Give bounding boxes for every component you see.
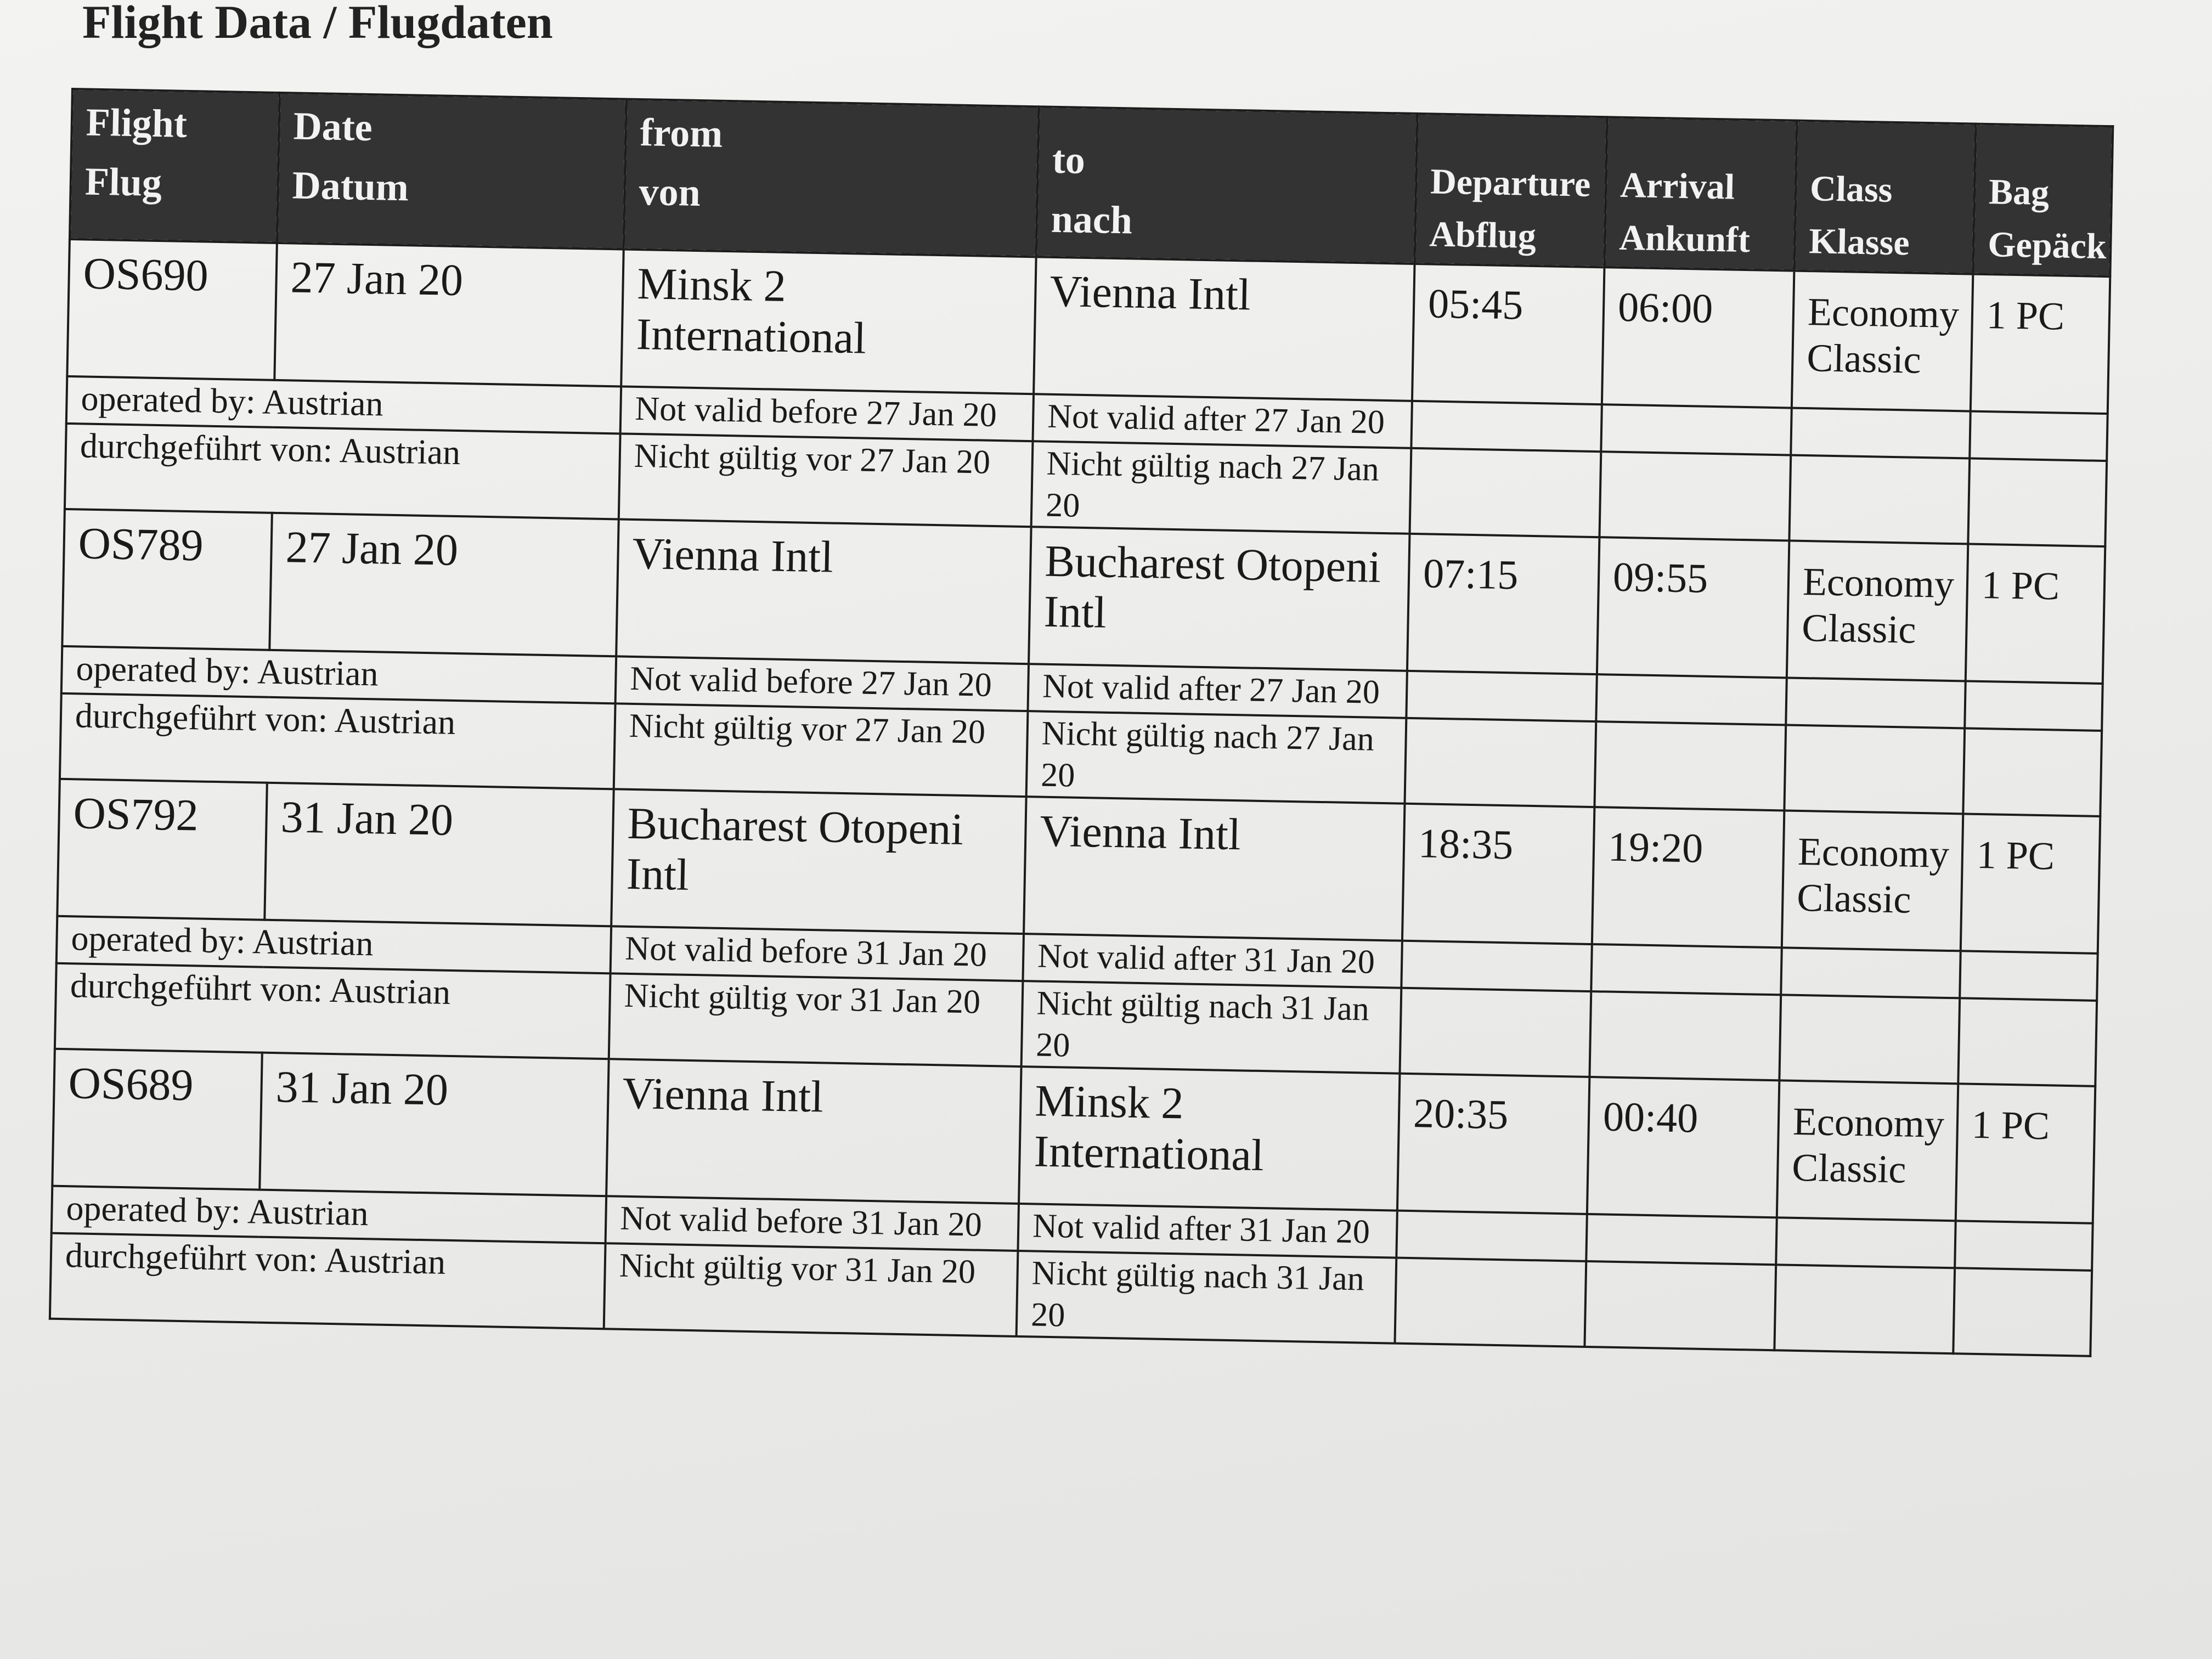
empty-cell (1955, 1221, 2093, 1271)
empty-cell (1965, 681, 2103, 731)
flight-to: Vienna Intl (1024, 797, 1404, 941)
empty-cell (1599, 452, 1791, 540)
departure-time: 07:15 (1407, 534, 1600, 674)
departure-time: 20:35 (1397, 1074, 1590, 1214)
empty-cell (1395, 1258, 1586, 1347)
flight-from: Vienna Intl (606, 1059, 1021, 1204)
empty-cell (1786, 678, 1966, 728)
flight-to: Bucharest Otopeni Intl (1029, 527, 1409, 671)
empty-cell (1953, 1268, 2092, 1356)
header-flight: Flight Flug (70, 89, 280, 243)
travel-class: Economy Classic (1787, 541, 1968, 681)
baggage: 1 PC (1956, 1084, 2096, 1223)
not-valid-after-de: Nicht gültig nach 27 Jan 20 (1026, 711, 1407, 804)
baggage: 1 PC (1961, 814, 2101, 953)
operated-by-de: durchgeführt von: Austrian (55, 963, 611, 1059)
empty-cell (1594, 721, 1786, 810)
operated-by-en: operated by: Austrian (52, 1186, 606, 1243)
not-valid-after-de: Nicht gültig nach 27 Jan 20 (1031, 441, 1412, 534)
travel-class: Economy Classic (1782, 810, 1963, 951)
operated-by-en: operated by: Austrian (57, 916, 611, 973)
empty-cell (1410, 448, 1601, 537)
header-arrival: Arrival Ankunft (1604, 117, 1797, 270)
departure-time: 18:35 (1402, 804, 1595, 944)
empty-cell (1789, 455, 1970, 544)
header-from: from von (624, 99, 1039, 257)
flight-data-table (49, 88, 2114, 1357)
empty-cell (1781, 947, 1961, 998)
document-title: Flight Data / Flugdaten (82, 0, 553, 48)
empty-cell (1596, 674, 1787, 725)
flight-number: OS789 (62, 509, 272, 650)
empty-cell (1400, 988, 1591, 1077)
not-valid-before-en: Not valid before 31 Jan 20 (606, 1196, 1019, 1251)
header-date: Date Datum (277, 93, 627, 250)
operated-by-de: durchgeführt von: Austrian (60, 693, 616, 789)
flight-date: 27 Jan 20 (269, 513, 618, 657)
empty-cell (1968, 459, 2107, 547)
not-valid-before-de: Nicht gültig vor 31 Jan 20 (604, 1243, 1018, 1336)
operated-by-de: durchgeführt von: Austrian (50, 1233, 606, 1329)
empty-cell (1779, 995, 1960, 1084)
empty-cell (1963, 728, 2102, 816)
empty-cell (1584, 1261, 1776, 1350)
operated-by-en: operated by: Austrian (61, 646, 616, 703)
travel-class: Economy Classic (1792, 271, 1973, 411)
not-valid-before-en: Not valid before 31 Jan 20 (611, 926, 1024, 981)
arrival-time: 00:40 (1587, 1077, 1780, 1217)
flight-to: Minsk 2 International (1019, 1066, 1400, 1211)
arrival-time: 06:00 (1602, 267, 1795, 408)
empty-cell (1791, 408, 1971, 459)
empty-cell (1784, 725, 1965, 814)
empty-cell (1960, 951, 2098, 1001)
flight-number: OS689 (52, 1049, 262, 1190)
empty-cell (1411, 401, 1602, 452)
not-valid-before-de: Nicht gültig vor 27 Jan 20 (619, 433, 1033, 527)
departure-time: 05:45 (1412, 264, 1605, 404)
header-departure: Departure Abflug (1415, 114, 1607, 267)
empty-cell (1776, 1217, 1956, 1268)
not-valid-before-de: Nicht gültig vor 31 Jan 20 (609, 973, 1023, 1066)
not-valid-before-de: Nicht gültig vor 27 Jan 20 (614, 703, 1028, 797)
empty-cell (1401, 941, 1592, 991)
operated-by-en: operated by: Austrian (66, 376, 621, 433)
travel-class: Economy Classic (1777, 1080, 1959, 1221)
empty-cell (1601, 404, 1792, 455)
flight-to: Vienna Intl (1034, 257, 1414, 401)
header-class: Class Klasse (1794, 121, 1976, 274)
operated-by-de: durchgeführt von: Austrian (65, 424, 620, 519)
empty-cell (1404, 718, 1596, 807)
baggage: 1 PC (1971, 274, 2111, 414)
not-valid-after-en: Not valid after 27 Jan 20 (1028, 664, 1407, 718)
not-valid-after-en: Not valid after 31 Jan 20 (1018, 1204, 1397, 1258)
arrival-time: 09:55 (1597, 537, 1790, 678)
empty-cell (1396, 1211, 1587, 1261)
not-valid-after-en: Not valid after 27 Jan 20 (1032, 394, 1412, 448)
not-valid-before-en: Not valid before 27 Jan 20 (616, 656, 1029, 711)
empty-cell (1970, 411, 2108, 461)
flight-from: Minsk 2 International (621, 249, 1036, 394)
flight-date: 27 Jan 20 (274, 243, 623, 387)
empty-cell (1591, 944, 1782, 995)
not-valid-after-de: Nicht gültig nach 31 Jan 20 (1022, 981, 1402, 1074)
not-valid-after-de: Nicht gültig nach 31 Jan 20 (1017, 1251, 1397, 1344)
flight-number: OS690 (67, 239, 277, 380)
flight-from: Bucharest Otopeni Intl (611, 789, 1026, 934)
flight-number: OS792 (57, 779, 267, 920)
baggage: 1 PC (1966, 544, 2106, 684)
arrival-time: 19:20 (1592, 807, 1785, 947)
flight-date: 31 Jan 20 (259, 1053, 608, 1197)
flight-from: Vienna Intl (616, 519, 1031, 664)
not-valid-after-en: Not valid after 31 Jan 20 (1023, 934, 1402, 988)
empty-cell (1774, 1265, 1955, 1353)
empty-cell (1589, 991, 1781, 1080)
flight-table-wrapper (49, 88, 2114, 1357)
flight-date: 31 Jan 20 (264, 783, 613, 927)
header-to: to nach (1036, 106, 1418, 264)
header-bag: Bag Gepäck (1973, 124, 2113, 277)
empty-cell (1406, 671, 1597, 721)
empty-cell (1586, 1214, 1777, 1265)
not-valid-before-en: Not valid before 27 Jan 20 (620, 386, 1034, 441)
empty-cell (1958, 998, 2097, 1086)
